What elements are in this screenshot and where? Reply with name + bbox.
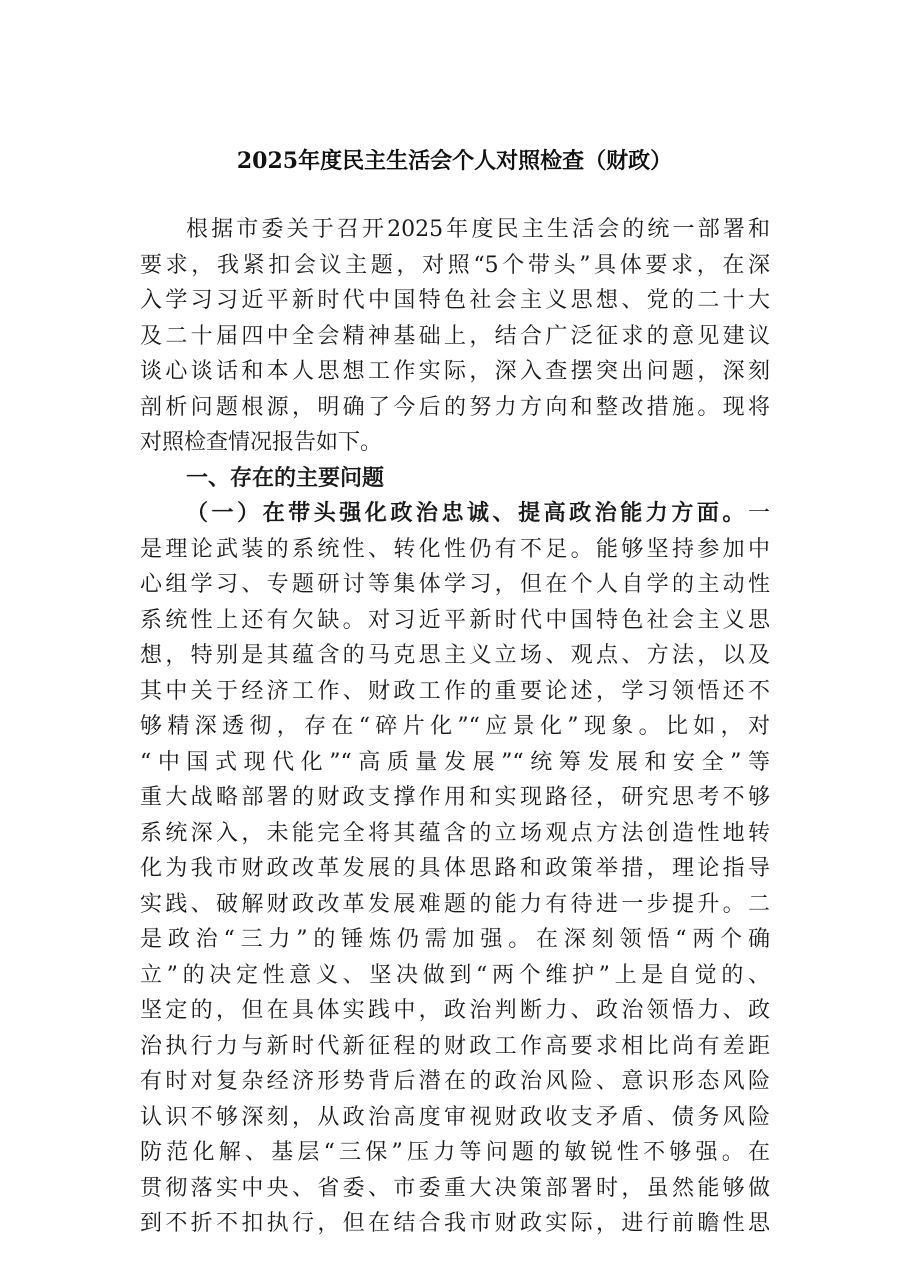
paragraph-line: 及二十届四中全会精神基础上，结合广泛征求的意见建议	[140, 323, 770, 349]
paragraph-line: 治执行力与新时代新征程的财政工作高要求相比尚有差距	[140, 1033, 770, 1059]
paragraph-line: 其中关于经济工作、财政工作的重要论述，学习领悟还不	[140, 678, 770, 704]
sub-heading: （一）在带头强化政治忠诚、提高政治能力方面。	[186, 500, 748, 526]
paragraph-line: 化为我市财政改革发展的具体思路和政策举措，理论指导	[140, 856, 770, 881]
document-title: 2025年度民主生活会个人对照检查（财政）	[236, 148, 673, 174]
paragraph-line: 对照检查情况报告如下。	[140, 430, 383, 455]
sub-heading-continuation: 一	[747, 501, 770, 526]
paragraph-line: 是理论武装的系统性、转化性仍有不足。能够坚持参加中	[140, 536, 770, 562]
paragraph-line: 谈心谈话和本人思想工作实际，深入查摆突出问题，深刻	[140, 359, 770, 384]
paragraph-line: 系统深入，未能完全将其蕴含的立场观点方法创造性地转	[140, 820, 770, 846]
paragraph-line: 防范化解、基层“三保”压力等问题的敏锐性不够强。在	[140, 1140, 770, 1165]
paragraph-line: 剖析问题根源，明确了今后的努力方向和整改措施。现将	[140, 394, 770, 420]
paragraph-line: 系统性上还有欠缺。对习近平新时代中国特色社会主义思	[140, 607, 770, 633]
paragraph-line: 立”的决定性意义、坚决做到“两个维护”上是自觉的、	[140, 962, 770, 988]
paragraph-line: 要求，我紧扣会议主题，对照“5个带头”具体要求，在深	[140, 252, 770, 278]
paragraph-line: 心组学习、专题研讨等集体学习，但在个人自学的主动性	[140, 572, 770, 597]
paragraph-line: 入学习习近平新时代中国特色社会主义思想、党的二十大	[140, 288, 770, 313]
paragraph-line: 有时对复杂经济形势背后潜在的政治风险、意识形态风险	[140, 1069, 770, 1094]
paragraph-line: 坚定的，但在具体实践中，政治判断力、政治领悟力、政	[140, 998, 770, 1023]
paragraph-line: “中国式现代化”“高质量发展”“统筹发展和安全”等	[140, 749, 770, 775]
paragraph-line: 想，特别是其蕴含的马克思主义立场、观点、方法，以及	[140, 643, 770, 668]
paragraph-line: 贯彻落实中央、省委、市委重大决策部署时，虽然能够做	[140, 1175, 770, 1201]
paragraph-line: 重大战略部署的财政支撑作用和实现路径，研究思考不够	[140, 785, 770, 810]
paragraph-line: 是政治“三力”的锤炼仍需加强。在深刻领悟“两个确	[140, 927, 770, 952]
paragraph-line: 够精深透彻，存在“碎片化”“应景化”现象。比如，对	[140, 714, 770, 739]
sub-heading-line	[140, 496, 770, 532]
paragraph-line: 实践、破解财政改革发展难题的能力有待进一步提升。二	[140, 891, 770, 917]
paragraph-line: 根据市委关于召开2025年度民主生活会的统一部署和	[186, 217, 770, 242]
section-heading: 一、存在的主要问题	[186, 465, 385, 491]
paragraph-line: 认识不够深刻，从政治高度审视财政收支矛盾、债务风险	[140, 1104, 770, 1130]
document-body	[140, 212, 770, 1242]
paragraph-line: 到不折不扣执行，但在结合我市财政实际，进行前瞻性思	[140, 1211, 770, 1236]
